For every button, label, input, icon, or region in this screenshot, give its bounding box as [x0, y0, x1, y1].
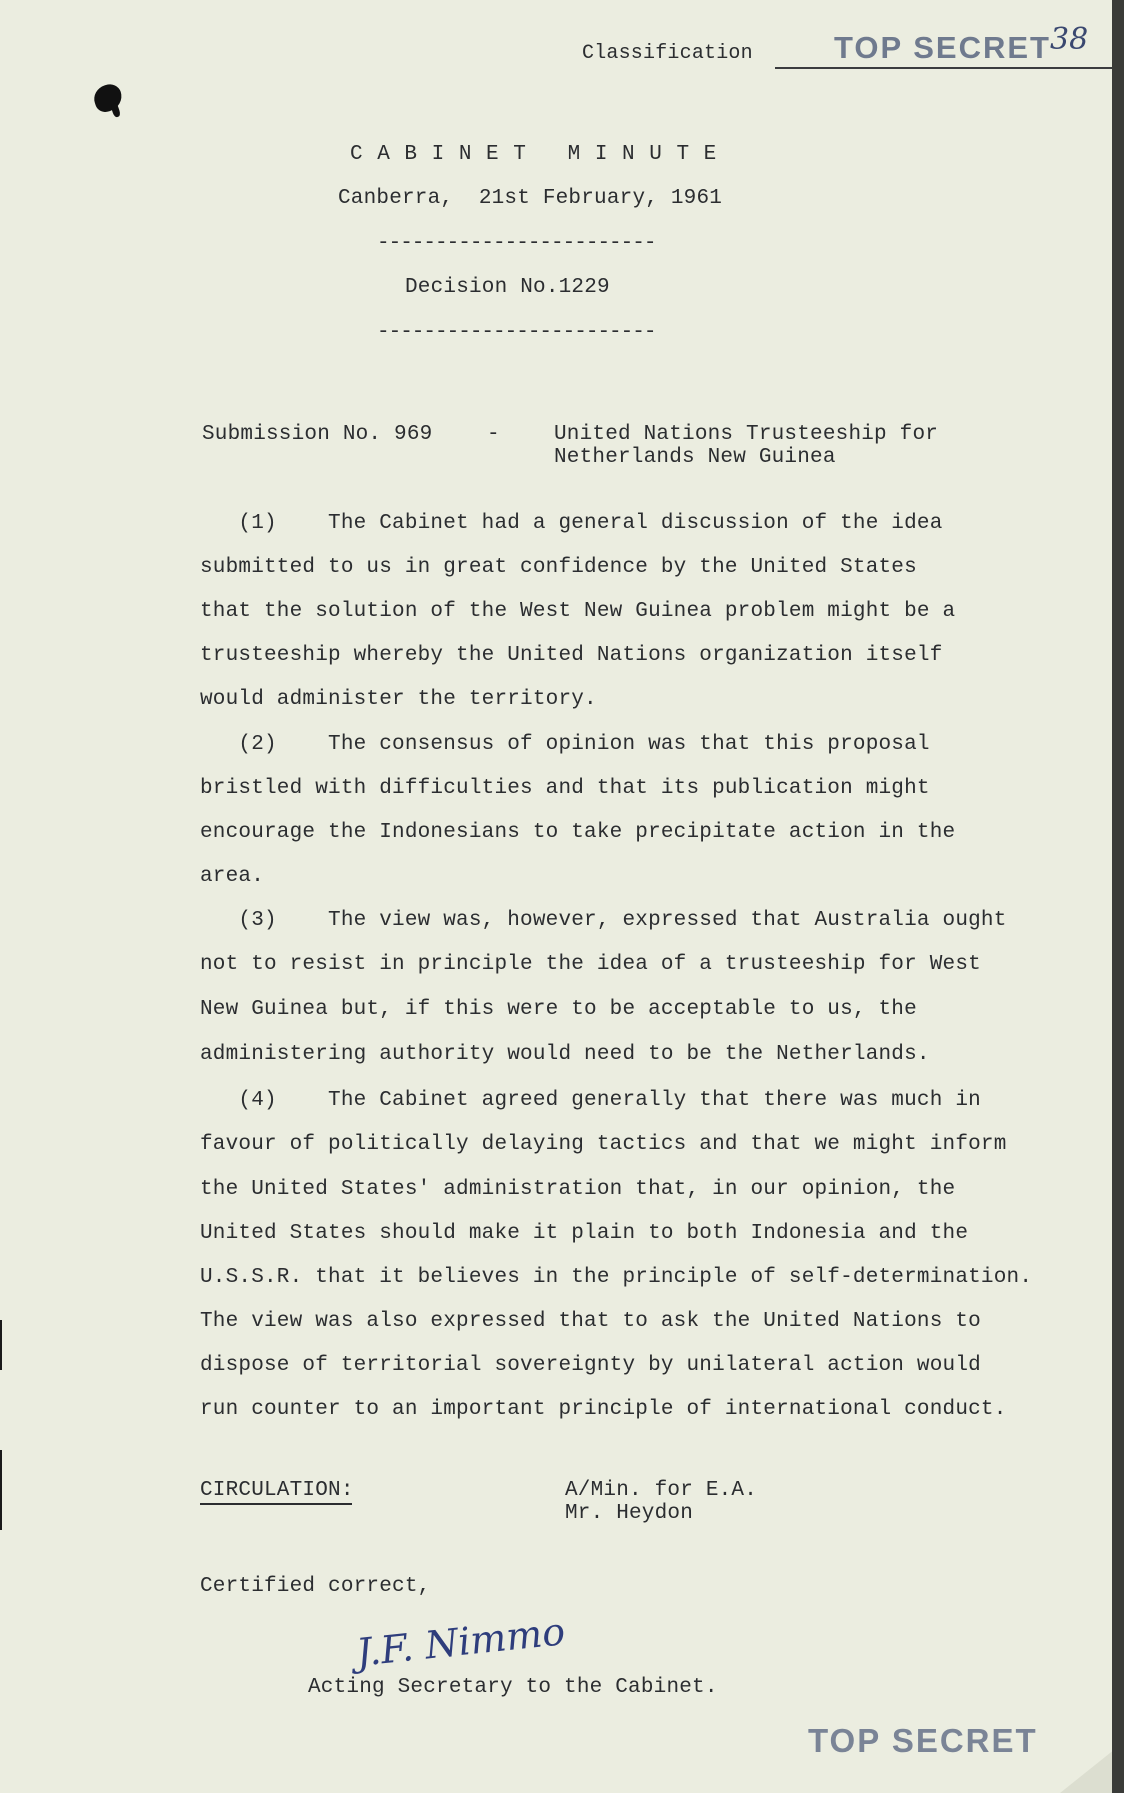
handwritten-signature: J.F. Nimmo: [354, 1609, 568, 1675]
folded-corner: [1060, 1745, 1120, 1793]
circulation-recipient: Mr. Heydon: [565, 1502, 694, 1525]
paragraph-1-line: (1) The Cabinet had a general discussion of the idea: [200, 512, 943, 535]
edge-mark: [0, 1450, 2, 1530]
page-number: 38: [1050, 22, 1089, 57]
scan-edge: [1112, 0, 1124, 1793]
paragraph-3-line: (3) The view was, however, expressed that Australia ought: [200, 909, 1007, 932]
edge-mark: [0, 1320, 2, 1370]
classification-stamp-bottom: TOP SECRET: [808, 1722, 1038, 1759]
paragraph-2-line: area.: [200, 865, 265, 888]
paragraph-2-line: bristled with difficulties and that its publication might: [200, 777, 930, 800]
classification-stamp-top: TOP SECRET: [834, 30, 1051, 65]
paragraph-3-line: administering authority would need to be the Netherlands.: [200, 1043, 930, 1066]
document-title: C A B I N E T M I N U T E: [350, 143, 718, 166]
submission-title-line-1: United Nations Trusteeship for: [554, 423, 939, 446]
paragraph-4-line: run counter to an important principle of international conduct.: [200, 1398, 1007, 1421]
paragraph-4-line: (4) The Cabinet agreed generally that there was much in: [200, 1089, 981, 1112]
paragraph-4-line: United States should make it plain to both Indonesia and the: [200, 1222, 969, 1245]
classification-label: Classification: [582, 42, 753, 65]
submission-title-line-2: Netherlands New Guinea: [554, 446, 836, 469]
place-date: Canberra, 21st February, 1961: [338, 187, 723, 210]
paragraph-4-line: U.S.S.R. that it believes in the principle of self-determination.: [200, 1266, 1033, 1289]
circulation-label: CIRCULATION:: [200, 1479, 354, 1502]
paragraph-4-line: the United States' administration that, in our opinion, the: [200, 1178, 956, 1201]
paragraph-3-line: not to resist in principle the idea of a trusteeship for West: [200, 953, 981, 976]
submission-number: Submission No. 969: [202, 423, 433, 446]
paragraph-1-line: would administer the territory.: [200, 688, 597, 711]
paragraph-1-line: submitted to us in great confidence by the United States: [200, 556, 917, 579]
paragraph-4-line: The view was also expressed that to ask the United Nations to: [200, 1310, 981, 1333]
separator-rule-bottom: ------------------------: [377, 321, 656, 344]
classification-underline: [775, 67, 1120, 69]
circulation-underline: [200, 1503, 352, 1505]
paragraph-2-line: (2) The consensus of opinion was that this proposal: [200, 733, 930, 756]
signatory-role: Acting Secretary to the Cabinet.: [308, 1676, 718, 1699]
decision-number: Decision No.1229: [405, 276, 610, 299]
certified-correct: Certified correct,: [200, 1575, 431, 1598]
paragraph-1-line: trusteeship whereby the United Nations organization itself: [200, 644, 943, 667]
circulation-recipient: A/Min. for E.A.: [565, 1479, 758, 1502]
paragraph-1-line: that the solution of the West New Guinea problem might be a: [200, 600, 956, 623]
paragraph-2-line: encourage the Indonesians to take precipitate action in the: [200, 821, 956, 844]
submission-dash: -: [487, 423, 500, 446]
paragraph-3-line: New Guinea but, if this were to be acceptable to us, the: [200, 998, 917, 1021]
paragraph-4-line: dispose of territorial sovereignty by unilateral action would: [200, 1354, 981, 1377]
paragraph-4-line: favour of politically delaying tactics and that we might inform: [200, 1133, 1007, 1156]
separator-rule-top: ------------------------: [377, 232, 656, 255]
punch-hole-mark: [91, 81, 126, 114]
